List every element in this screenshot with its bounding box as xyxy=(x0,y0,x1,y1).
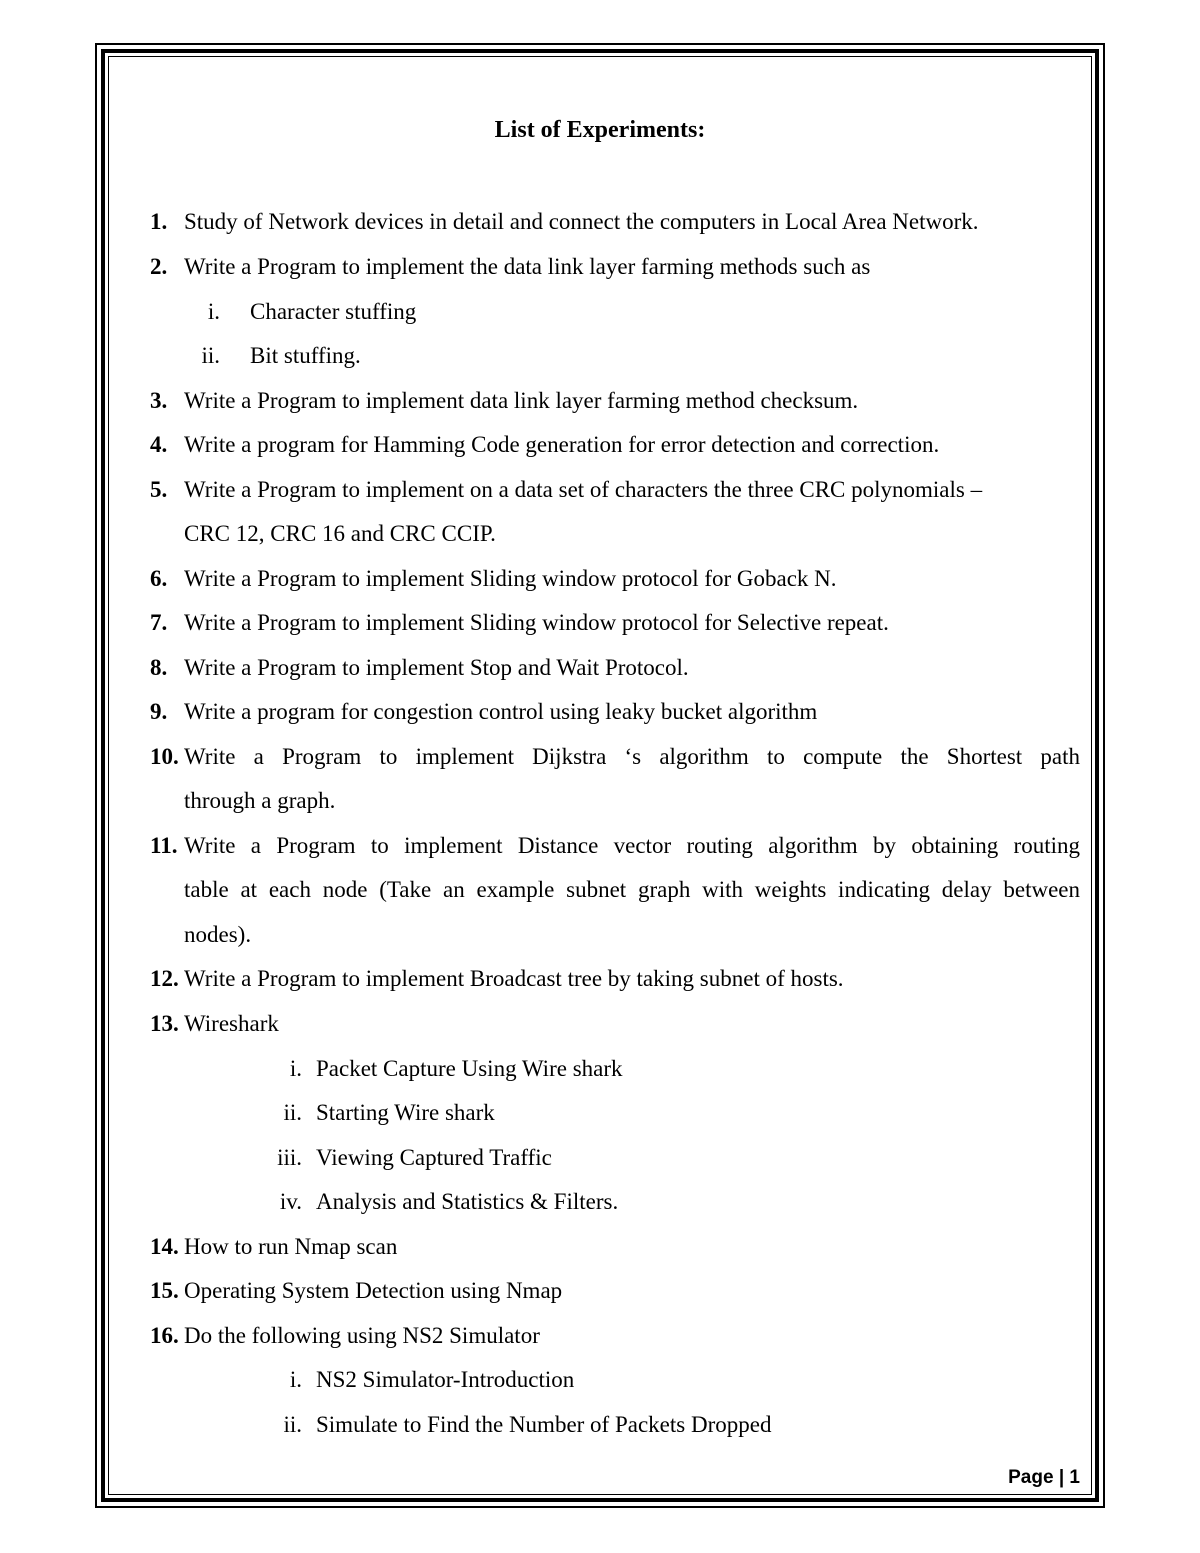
sub-item-text: Simulate to Find the Number of Packets Dropped xyxy=(316,1412,772,1437)
sub-item-number: ii. xyxy=(283,1412,302,1437)
item-text: Do the following using NS2 Simulator xyxy=(184,1323,540,1348)
sub-item-text: Analysis and Statistics & Filters. xyxy=(316,1189,619,1214)
item-text: Write a Program to implement Sliding window protocol for Goback N. xyxy=(184,566,837,591)
page-title: List of Experiments: xyxy=(494,117,706,143)
item-text-line-3: nodes). xyxy=(184,922,252,947)
sub-item-text: Packet Capture Using Wire shark xyxy=(316,1056,623,1081)
item-text-line-2: through a graph. xyxy=(184,788,336,813)
page-number: 1 xyxy=(1069,1467,1080,1488)
sub-item-number: ii. xyxy=(283,1100,302,1125)
item-number: 7. xyxy=(150,610,168,635)
item-text: Write a Program to implement data link layer farming method checksum. xyxy=(184,388,859,413)
page-label: Page xyxy=(1008,1467,1054,1488)
sub-item-number: i. xyxy=(207,299,220,324)
item-number: 6. xyxy=(150,566,168,591)
item-number: 9. xyxy=(150,699,168,724)
item-number: 10. xyxy=(150,744,179,769)
item-number: 1. xyxy=(150,209,168,234)
item-text: Write a program for Hamming Code generation for error detection and correction. xyxy=(184,432,940,457)
item-text-line-2: CRC 12, CRC 16 and CRC CCIP. xyxy=(184,521,496,546)
item-text: Write a Program to implement Stop and Wait Protocol. xyxy=(184,655,689,680)
item-number: 5. xyxy=(150,477,168,502)
item-number: 12. xyxy=(150,966,179,991)
item-text: Write a Program to implement the data link layer farming methods such as xyxy=(184,254,871,279)
item-number: 11. xyxy=(150,833,178,858)
sub-item-number: iii. xyxy=(277,1145,302,1170)
item-text: Write a Program to implement Distance vector routing algorithm by obtaining routing xyxy=(184,833,1080,858)
item-text: Write a Program to implement on a data set of characters the three CRC polynomials – xyxy=(184,477,983,502)
item-number: 13. xyxy=(150,1011,179,1036)
sub-item-text: NS2 Simulator-Introduction xyxy=(316,1367,575,1392)
item-number: 3. xyxy=(150,388,168,413)
item-number: 2. xyxy=(150,254,168,279)
item-text: Write a Program to implement Dijkstra ‘s algorithm to compute the Shortest path xyxy=(184,744,1080,769)
sub-item-number: i. xyxy=(289,1367,302,1392)
sub-item-text: Bit stuffing. xyxy=(250,343,361,368)
page-separator: | xyxy=(1058,1467,1065,1488)
item-text: Study of Network devices in detail and connect the computers in Local Area Network. xyxy=(184,209,979,234)
sub-item-text: Viewing Captured Traffic xyxy=(316,1145,552,1170)
item-text: Wireshark xyxy=(184,1011,279,1036)
item-number: 16. xyxy=(150,1323,179,1348)
item-text: Write a program for congestion control using leaky bucket algorithm xyxy=(184,699,818,724)
sub-item-number: i. xyxy=(289,1056,302,1081)
sub-item-text: Starting Wire shark xyxy=(316,1100,495,1125)
item-number: 8. xyxy=(150,655,168,680)
item-number: 14. xyxy=(150,1234,179,1259)
item-number: 4. xyxy=(150,432,168,457)
item-text: Write a Program to implement Broadcast tree by taking subnet of hosts. xyxy=(184,966,844,991)
item-text: Operating System Detection using Nmap xyxy=(184,1278,563,1303)
page-number-footer xyxy=(1008,1465,1080,1491)
sub-item-number: ii. xyxy=(201,343,220,368)
item-text: Write a Program to implement Sliding window protocol for Selective repeat. xyxy=(184,610,889,635)
sub-item-number: iv. xyxy=(279,1189,302,1214)
item-text-line-2: table at each node (Take an example subnet graph with weights indicating delay between xyxy=(184,877,1080,902)
sub-item-text: Character stuffing xyxy=(250,299,417,324)
item-number: 15. xyxy=(150,1278,179,1303)
item-text: How to run Nmap scan xyxy=(184,1234,398,1259)
